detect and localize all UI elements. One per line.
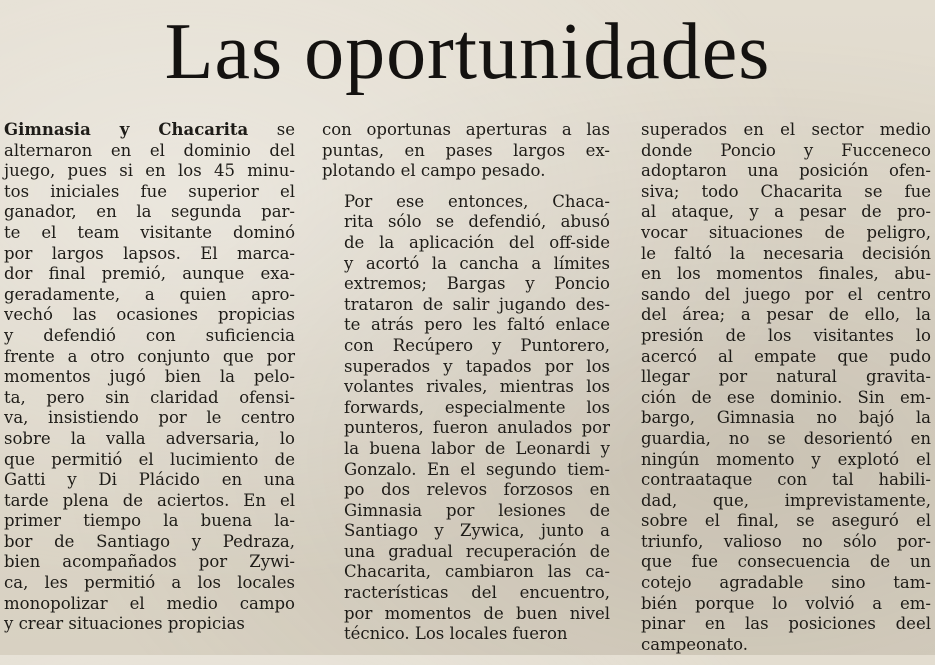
text-line: que permitió el lucimiento de — [4, 449, 295, 469]
text-line: bien acompañados por Zywi- — [4, 552, 295, 572]
article-paragraph — [322, 120, 610, 182]
text-line: Chacarita, cambiaron las ca- — [344, 562, 610, 582]
text-line: adoptaron una posición ofen- — [641, 161, 931, 181]
text-line: cotejo agradable sino tam- — [641, 573, 931, 593]
text-line: al ataque, y a pesar de pro- — [641, 202, 931, 222]
text-line: bién porque lo volvió a em- — [641, 593, 931, 613]
text-line: Por ese entonces, Chaca- — [344, 191, 610, 211]
text-line: ganador, en la segunda par- — [4, 202, 295, 222]
text-line: donde Poncio y Fucceneco — [641, 140, 931, 160]
text-line: una gradual recuperación de — [344, 541, 610, 561]
text-line: con Recúpero y Puntorero, — [344, 335, 610, 355]
text-line: dad, que, imprevistamente, — [641, 490, 931, 510]
text-line: con oportunas aperturas a las — [322, 120, 610, 139]
text-line: triunfo, valioso no sólo por- — [641, 531, 931, 551]
text-line: bargo, Gimnasia no bajó la — [641, 408, 931, 428]
text-line: ca, les permitió a los locales — [4, 573, 295, 593]
text-line: geradamente, a quien apro- — [4, 284, 295, 304]
text-line: por largos lapsos. El marca- — [4, 243, 295, 263]
text-line: superados y tapados por los — [344, 356, 610, 376]
text-line: frente a otro conjunto que por — [4, 346, 295, 366]
text-line: forwards, especialmente los — [344, 397, 610, 417]
text-line: punteros, fueron anulados por — [344, 418, 610, 438]
text-line: trataron de salir jugando des- — [344, 294, 610, 314]
text-line: monopolizar el medio campo — [4, 593, 295, 613]
text-line: te atrás pero les faltó enlace — [344, 315, 610, 335]
text-line: en los momentos finales, abu- — [641, 264, 931, 284]
text-line-rest: se — [248, 120, 295, 139]
text-line: volantes rivales, mientras los — [344, 377, 610, 397]
text-line: y defendió con suficiencia — [4, 325, 295, 345]
text-line: de la aplicación del off-side — [344, 232, 610, 252]
text-line: superados en el sector medio — [641, 120, 931, 139]
text-line: primer tiempo la buena la- — [4, 511, 295, 531]
text-line: Gonzalo. En el segundo tiem- — [344, 459, 610, 479]
text-line: siva; todo Chacarita se fue — [641, 181, 931, 201]
text-line: juego, pues si en los 45 minu- — [4, 161, 295, 181]
text-line: alternaron en el dominio del — [4, 140, 295, 160]
text-line: momentos jugó bien la pelo- — [4, 367, 295, 387]
article-column-1 — [4, 120, 295, 645]
text-line: bor de Santiago y Pedraza, — [4, 531, 295, 551]
lead-in-text: Gimnasia y Chacarita — [4, 120, 249, 139]
article-headline: Las oportunidades — [164, 8, 771, 96]
text-line: le faltó la necesaria decisión — [641, 243, 931, 263]
text-line: vechó las ocasiones propicias — [4, 305, 295, 325]
text-line: sando del juego por el centro — [641, 284, 931, 304]
text-line: pinar en las posiciones deel — [641, 614, 931, 634]
text-line: racterísticas del encuentro, — [344, 583, 610, 603]
text-line: guardia, no se desorientó en — [641, 428, 931, 448]
text-line: campeonato. — [641, 634, 748, 654]
text-line: ta, pero sin claridad ofensi- — [4, 387, 295, 407]
text-line: vocar situaciones de peligro, — [641, 222, 931, 242]
text-line: técnico. Los locales fueron — [344, 624, 568, 644]
article-column-3 — [641, 120, 931, 665]
text-line: acercó al empate que pudo — [641, 346, 931, 366]
text-line: presión de los visitantes lo — [641, 325, 931, 345]
text-line: te el team visitante dominó — [4, 222, 295, 242]
text-line: extremos; Bargas y Poncio — [344, 274, 610, 294]
text-line: que fue consecuencia de un — [641, 552, 931, 572]
text-line: plotando el campo pesado. — [322, 161, 546, 181]
article-paragraph — [4, 120, 295, 635]
text-line: y acortó la cancha a límites — [344, 253, 610, 273]
text-line: contraataque con tal habili- — [641, 470, 931, 490]
article-paragraph — [641, 120, 931, 655]
text-line: Gimnasia por lesiones de — [344, 500, 610, 520]
text-line: po dos relevos forzosos en — [344, 480, 610, 500]
text-line: tarde plena de aciertos. En el — [4, 490, 295, 510]
article-paragraph — [322, 192, 610, 645]
text-line: del área; a pesar de ello, la — [641, 305, 931, 325]
text-line: rita sólo se defendió, abusó — [344, 212, 610, 232]
text-line: la buena labor de Leonardi y — [344, 438, 610, 458]
text-line: sobre la valla adversaria, lo — [4, 428, 295, 448]
article-column-2 — [322, 120, 610, 655]
text-line: sobre el final, se aseguró el — [641, 511, 931, 531]
text-line: va, insistiendo por le centro — [4, 408, 295, 428]
text-line: tos iniciales fue superior el — [4, 181, 295, 201]
text-line: dor final premió, aunque exa- — [4, 264, 295, 284]
text-line: llegar por natural gravita- — [641, 367, 931, 387]
text-line: y crear situaciones propicias — [4, 614, 245, 634]
text-line: ción de ese dominio. Sin em- — [641, 387, 931, 407]
text-line: Gatti y Di Plácido en una — [4, 470, 295, 490]
text-line: ningún momento y explotó el — [641, 449, 931, 469]
text-line: puntas, en pases largos ex- — [322, 140, 610, 160]
text-line: Santiago y Zywica, junto a — [344, 521, 610, 541]
text-line: por momentos de buen nivel — [344, 603, 610, 623]
text-line — [4, 120, 295, 141]
